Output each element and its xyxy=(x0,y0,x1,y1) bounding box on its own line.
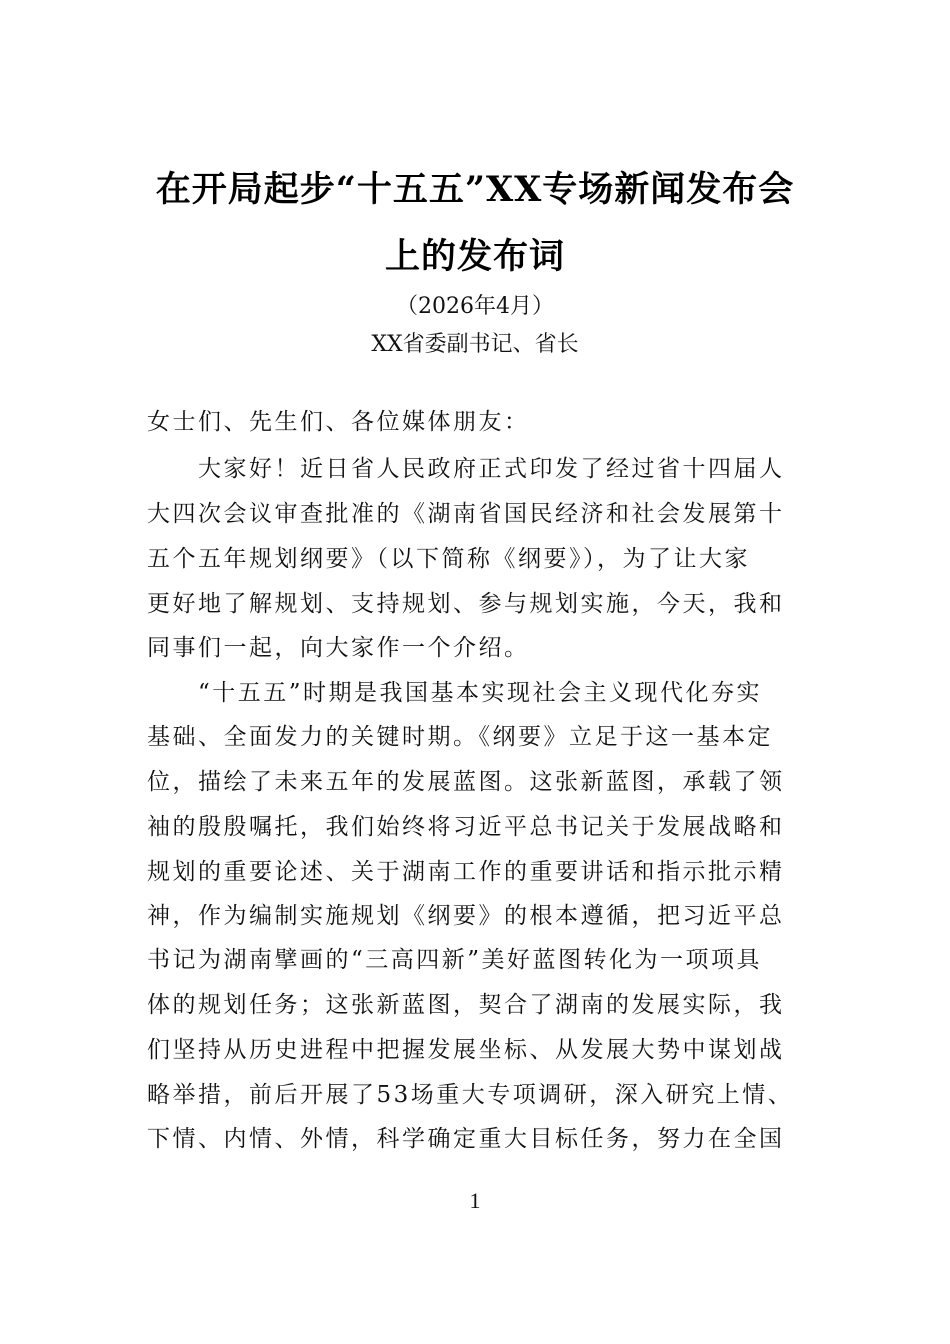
body-line: 位，描绘了未来五年的发展蓝图。这张新蓝图，承载了领 xyxy=(147,769,785,795)
body-line: 书记为湖南擘画的“三高四新”美好蓝图转化为一项项具 xyxy=(147,947,763,973)
body-line: 同事们一起，向大家作一个介绍。 xyxy=(147,635,530,661)
body-line: “十五五”时期是我国基本实现社会主义现代化夯实 xyxy=(147,680,763,706)
body-line: 更好地了解规划、支持规划、参与规划实施，今天，我和 xyxy=(147,591,785,617)
body-line: 体的规划任务；这张新蓝图，契合了湖南的发展实际，我 xyxy=(147,992,785,1018)
body-line: 们坚持从历史进程中把握发展坐标、从发展大势中谋划战 xyxy=(147,1037,785,1063)
document-title-line-2: 上的发布词 xyxy=(384,236,565,277)
body-line: 规划的重要论述、关于湖南工作的重要讲话和指示批示精 xyxy=(147,859,785,885)
body-line: 神，作为编制实施规划《纲要》的根本遵循，把习近平总 xyxy=(147,903,785,929)
document-title-line-1: 在开局起步“十五五”XX专场新闻发布会 xyxy=(155,169,795,210)
salutation-line: 女士们、先生们、各位媒体朋友： xyxy=(147,409,530,435)
body-line: 袖的殷殷嘱托，我们始终将习近平总书记关于发展战略和 xyxy=(147,814,785,840)
body-line: 大四次会议审查批准的《湖南省国民经济和社会发展第十 xyxy=(147,501,785,527)
body-line: 略举措，前后开展了53场重大专项调研，深入研究上情、 xyxy=(147,1082,794,1108)
body-line: 大家好！近日省人民政府正式印发了经过省十四届人 xyxy=(147,456,785,482)
body-line: 基础、全面发力的关键时期。《纲要》立足于这一基本定 xyxy=(147,724,773,750)
page-number: 1 xyxy=(469,1188,481,1213)
body-line: 五个五年规划纲要》（以下简称《纲要》），为了让大家 xyxy=(147,546,750,572)
document-author: XX省委副书记、省长 xyxy=(371,332,579,357)
document-date: （2026年4月） xyxy=(396,294,554,319)
body-line: 下情、内情、外情，科学确定重大目标任务，努力在全国 xyxy=(147,1126,785,1152)
